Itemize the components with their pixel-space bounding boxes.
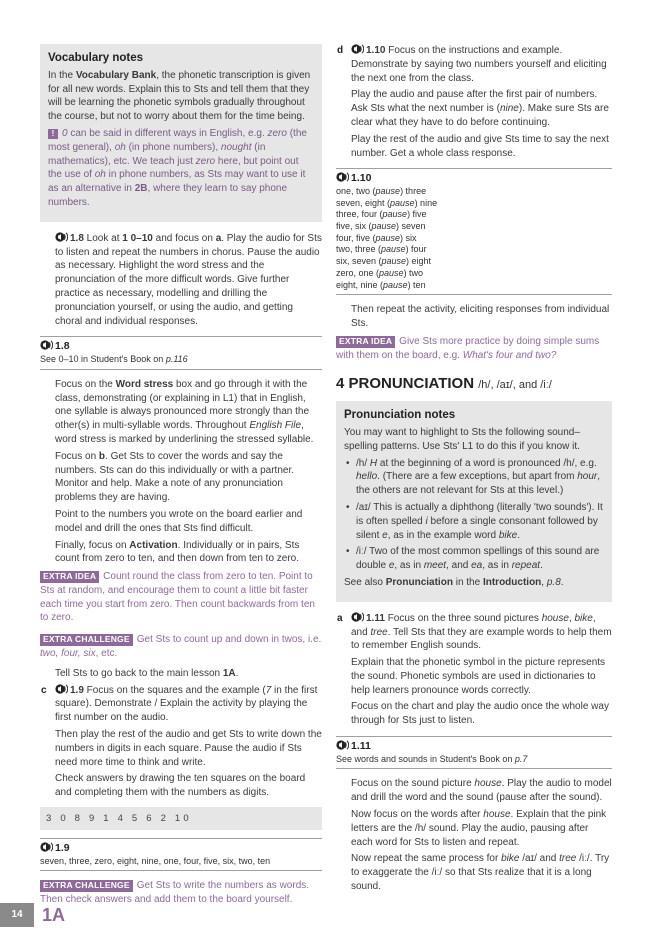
extra-challenge-tag: EXTRA CHALLENGE (40, 634, 133, 646)
speaker-icon (336, 740, 349, 750)
audio-number: 1.11 (351, 740, 371, 753)
text: 1A (222, 667, 236, 679)
paragraph: Explain that the phonetic symbol in the picture represents the sound. Phonetic symbols are used in dictionaries to help learners pronounce words correctly. (351, 657, 606, 696)
paragraph: Point to the numbers you wrote on the board earlier and model and drill the ones that Sts find difficult. (55, 508, 303, 534)
extra-idea (40, 570, 322, 625)
audio-number: 1.8 (55, 340, 70, 353)
text: , where they learn to say phone numbers. (48, 183, 288, 209)
activity-letter: a (337, 612, 343, 624)
text: (in phone numbers), (125, 141, 221, 153)
audio-script-1-10 (336, 168, 612, 295)
activity-1-8 (40, 232, 322, 329)
speaker-icon (336, 172, 349, 182)
activity-d (336, 44, 612, 160)
section-title: 4 PRONUNCIATION (336, 375, 475, 393)
audio-script-1-9 (40, 838, 322, 871)
paragraph: Focus on the chart and play the audio once the whole way through for Sts just to listen. (351, 701, 609, 727)
extra-idea-tag: EXTRA IDEA (336, 336, 395, 348)
text: oh (94, 169, 106, 181)
text: Tell Sts to go back to the main lesson (55, 667, 223, 679)
vocabulary-bank-ref: Vocabulary Bank (75, 69, 157, 81)
text: 1 0–10 (122, 232, 153, 244)
section-symbols: /h/, /aɪ/, and /iː/ (478, 379, 552, 392)
text: Focus on the squares and the example ( (83, 684, 266, 696)
text: zero (267, 128, 287, 140)
bullet-item: • /h/ H at the beginning of a word is pronounced /h/, e.g. hello. (There are a few exceptions, but apart from hour, the others are not relevant for Sts at this level.) (344, 457, 604, 498)
activity-a: a 1.11 Focus on the three sound pictures house, bike, and tree. Tell Sts that they are example words to help them to remember English sounds. Explain that the phonetic symbol in the picture represents the sound. Phonetic symbols are used in dictionaries to help learners pronounce words correctly. Focus on the chart and play the audio once the whole way through for Sts just to listen. (337, 612, 612, 727)
text: , word stress is marked by underlining the stressed syllable. (55, 420, 314, 445)
word-stress-section (40, 378, 322, 566)
audio-number: 1.8 (70, 232, 84, 244)
right-column (336, 44, 612, 897)
text: two, four, six (40, 648, 96, 660)
audio-line: six, seven (pause) eight (336, 256, 432, 267)
text: oh (114, 141, 126, 153)
page-number: 14 (0, 903, 34, 927)
see-also: See also Pronunciation in the Introduction, p.8. (344, 576, 564, 588)
extra-challenge-2 (40, 879, 322, 907)
speaker-icon (55, 684, 68, 694)
bullet-item: • /iː/ Two of the most common spellings of this sound are double e, as in meet, and ea, as in repeat. (344, 545, 604, 573)
lesson-ref: 2B (134, 183, 148, 195)
extra-challenge-tag: EXTRA CHALLENGE (40, 880, 133, 892)
audio-number: 1.10 (366, 45, 386, 56)
text: Look at (83, 232, 123, 244)
text: Get Sts to write the numbers as words. Then check answers and add them to the board yourself. (40, 880, 310, 906)
speaker-icon (351, 44, 364, 54)
sound-section: Focus on the sound picture house. Play the audio to model and drill the word and the sound (pause after the sound). Now focus on the words after house. Explain that the pink letters are the /h/ sound. Play the audio, pausing after each word for Sts to listen and repeat. Now repeat the same process for bike /aɪ/ and tree /iː/. Try to exaggerate the /iː/ so that Sts realize that it is a long sound. (351, 778, 612, 892)
paragraph: Check answers by drawing the ten squares on the board and completing them with the numbers as digits. (55, 773, 306, 799)
text: Activation (129, 539, 178, 551)
speaker-icon (55, 232, 68, 242)
text: a (215, 232, 222, 244)
text: box and go through it with the class, demonstrating (or explaining in L1) that in English, one syllable is always pronounced more strongly than the other(s) in multi-syllable words. Throughout (55, 378, 310, 432)
audio-line: seven, eight (pause) nine (336, 197, 438, 208)
audio-line: four, five (pause) six (336, 232, 417, 243)
paragraph: You may want to highlight to Sts the following sound–spelling patterns. Use Sts' L1 to do this if you know it. (344, 426, 580, 452)
text: What's four and two? (462, 349, 557, 361)
speaker-icon (351, 612, 364, 622)
text: here, but point out the use of (48, 155, 299, 181)
audio-line: eight, nine (pause) ten (336, 279, 426, 290)
paragraph: Then play the rest of the audio and get Sts to write down the numbers in digits in each square. Pause the audio if Sts need more time to think and write. (55, 729, 322, 768)
audio-script-1-11 (336, 736, 612, 769)
back-to-lesson (40, 667, 322, 681)
text: Focus on (55, 450, 99, 462)
speaker-icon (40, 842, 53, 852)
warning-icon: ! (48, 129, 58, 139)
audio-line: five, six (pause) seven (336, 221, 426, 232)
vocabulary-notes-title: Vocabulary notes (48, 52, 144, 64)
text: Count round the class from zero to ten. Point to Sts at random, and encourage them to count a little bit faster each time you start from zero. Then count backwards from ten to zero. (40, 571, 315, 624)
audio-script-text: seven, three, zero, eight, nine, one, four, five, six, two, ten (40, 855, 271, 866)
activity-letter: d (337, 45, 344, 56)
speaker-icon (40, 340, 53, 350)
pronunciation-notes-title: Pronunciation notes (344, 409, 456, 422)
audio-number: 1.10 (351, 172, 372, 185)
extra-idea (336, 335, 612, 363)
warning-note (48, 127, 314, 210)
text: . Play the audio for Sts to listen and repeat the numbers in chorus. Pause the audio as necessary. Highlight the word stress and the pronunciation of the more difficult words. Give further practice as necessary, modelling and drilling the pronunciation yourself, or using the audio, and getting choral and individual responses. (55, 232, 322, 327)
text: Play the audio and pause after the first pair of numbers. Ask Sts what the next number is ( (351, 89, 598, 115)
audio-line: three, four (pause) five (336, 209, 427, 220)
vocabulary-notes-paragraph (48, 69, 314, 124)
text: (the most general), (48, 128, 307, 153)
text: Word stress (115, 378, 174, 390)
text: . Get Sts to cover the words and say the numbers. Sts can do this individually or with a partner. Monitor and help. Make a note of any pronunciation problems they are having. (55, 450, 295, 504)
text: Focus on the instructions and example. Demonstrate by saying two numbers yourself and eliciting the next one from the class. (351, 45, 607, 84)
audio-line: zero, one (pause) two (336, 267, 424, 278)
text: See 0–10 in Student's Book on (40, 354, 166, 365)
text: 7 (265, 684, 272, 696)
audio-number: 1.9 (70, 684, 84, 696)
text: and focus on (152, 232, 216, 244)
text: Focus on the (55, 378, 116, 390)
activity-letter: c (41, 684, 47, 696)
text: , etc. (95, 648, 118, 660)
extra-challenge (40, 633, 322, 661)
audio-number: 1.9 (55, 842, 70, 855)
unit-label: 1A (42, 905, 66, 925)
page-ref: p.116 (165, 354, 188, 365)
audio-number: 1.11 (366, 612, 385, 624)
text: can be said in different ways in English, e.g. (67, 128, 268, 140)
answer-box: 3 0 8 9 1 4 5 6 2 10 (40, 807, 322, 830)
text: In the (48, 69, 76, 81)
audio-line: one, two (pause) three (336, 186, 427, 197)
text: nought (220, 141, 252, 153)
text: . (235, 667, 239, 679)
text: in the first square). Demonstrate / Explain the activity by playing the first number on the audio. (55, 684, 318, 724)
text: Finally, focus on (55, 539, 130, 551)
text: (in mathematics), etc. We teach just (48, 141, 266, 167)
text: b (98, 450, 106, 462)
paragraph: Play the rest of the audio and give Sts time to say the next number. Get a whole class response. (351, 133, 609, 159)
repeat-paragraph: Then repeat the activity, eliciting responses from individual Sts. (351, 304, 610, 329)
audio-script-1-8 (40, 336, 322, 369)
section-heading (336, 374, 612, 395)
vocabulary-notes-box (40, 44, 322, 222)
pronunciation-notes-box (336, 401, 612, 602)
text: 0 (62, 128, 68, 140)
left-column (40, 44, 322, 910)
text: . Individually or in pairs, Sts count from zero to ten, and then down from ten to zero. (55, 539, 300, 565)
page-footer (0, 903, 65, 929)
extra-idea-tag: EXTRA IDEA (40, 571, 99, 583)
text: Give Sts more practice by doing simple sums with them on the board, e.g. (336, 335, 600, 361)
activity-c (40, 684, 322, 800)
audio-line: two, three (pause) four (336, 244, 427, 255)
text: Get Sts to count up and down in twos, i.e. (136, 634, 322, 646)
bullet-item: • /aɪ/ This is actually a diphthong (literally 'two sounds'). It is often spelled i before a single consonant followed by silent e, as in the example word bike. (344, 501, 604, 542)
text: , the phonetic transcription is given for all new words. Explain this to Sts and tell them that they will be learning the phonetic symbols gradually throughout the course, but not to worry about them for the time being. (48, 69, 311, 123)
text: ). Make sure Sts are clear what they have to do before continuing. (351, 103, 609, 128)
text: See words and sounds in Student's Book on (336, 753, 515, 764)
page-ref: p.7 (514, 753, 528, 764)
text: zero (195, 155, 216, 167)
text: in phone numbers, as Sts may want to use it as an alternative in (48, 169, 306, 195)
text: nine (499, 103, 519, 115)
text: English File (249, 420, 302, 432)
